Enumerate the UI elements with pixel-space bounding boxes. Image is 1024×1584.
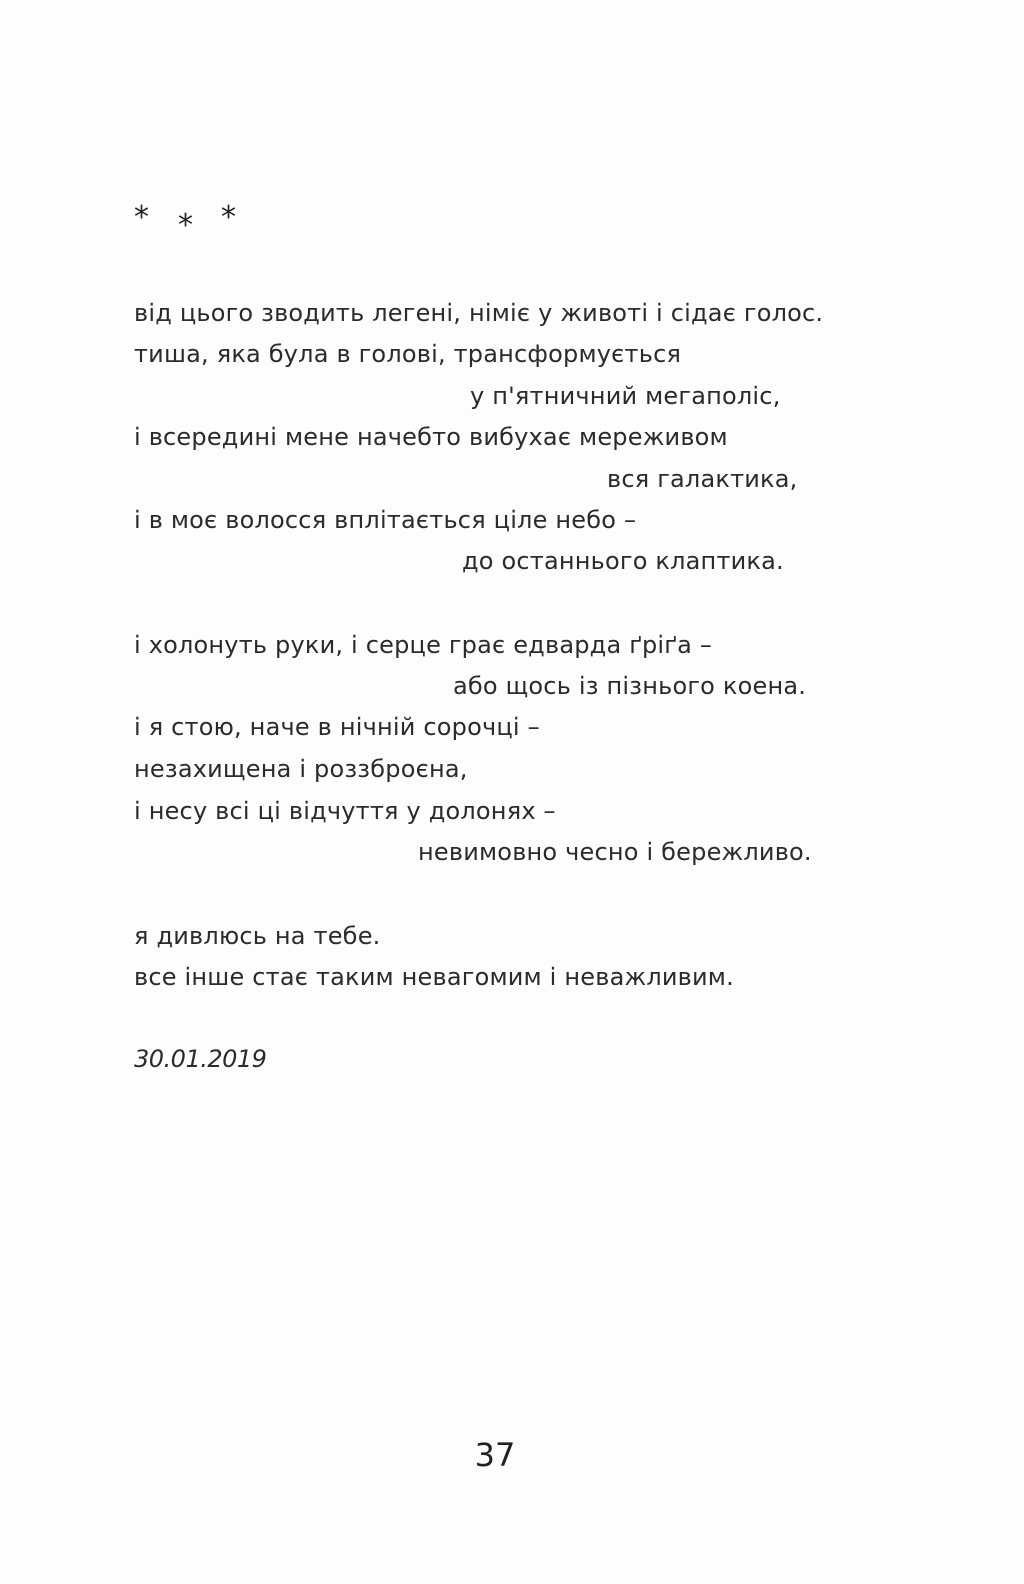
poem-line: і в моє волосся вплітається ціле небо – [134, 506, 637, 534]
asterisk-icon: * [178, 208, 193, 243]
poem-line: невимовно чесно і бережливо. [418, 838, 812, 866]
poem-date: 30.01.2019 [134, 1045, 267, 1073]
page-number: 37 [474, 1436, 516, 1474]
poem-line: вся галактика, [607, 465, 798, 493]
poem-line: і я стою, наче в нічній сорочці – [134, 713, 540, 741]
asterisk-icon: * [134, 200, 149, 235]
poem-line: до останнього клаптика. [462, 547, 784, 575]
poem-line: у п'ятничний мегаполіс, [470, 382, 781, 410]
poem-line: і холонуть руки, і серце грає едварда ґріґа – [134, 631, 713, 659]
poem-line: і всередині мене начебто вибухає мереживом [134, 423, 728, 451]
poem-line: незахищена і роззброєна, [134, 755, 468, 783]
poem-line: тиша, яка була в голові, трансформується [134, 340, 682, 368]
poem-line: або щось із пізнього коена. [453, 672, 807, 700]
section-separator [134, 200, 244, 243]
poem-line: від цього зводить легені, німіє у животі і сідає голос. [134, 299, 824, 327]
poem-line: і несу всі ці відчуття у долонях – [134, 797, 556, 825]
poem-line: я дивлюсь на тебе. [134, 922, 381, 950]
asterisk-icon: * [221, 200, 236, 235]
poem-line: все інше стає таким невагомим і неважливим. [134, 963, 734, 991]
